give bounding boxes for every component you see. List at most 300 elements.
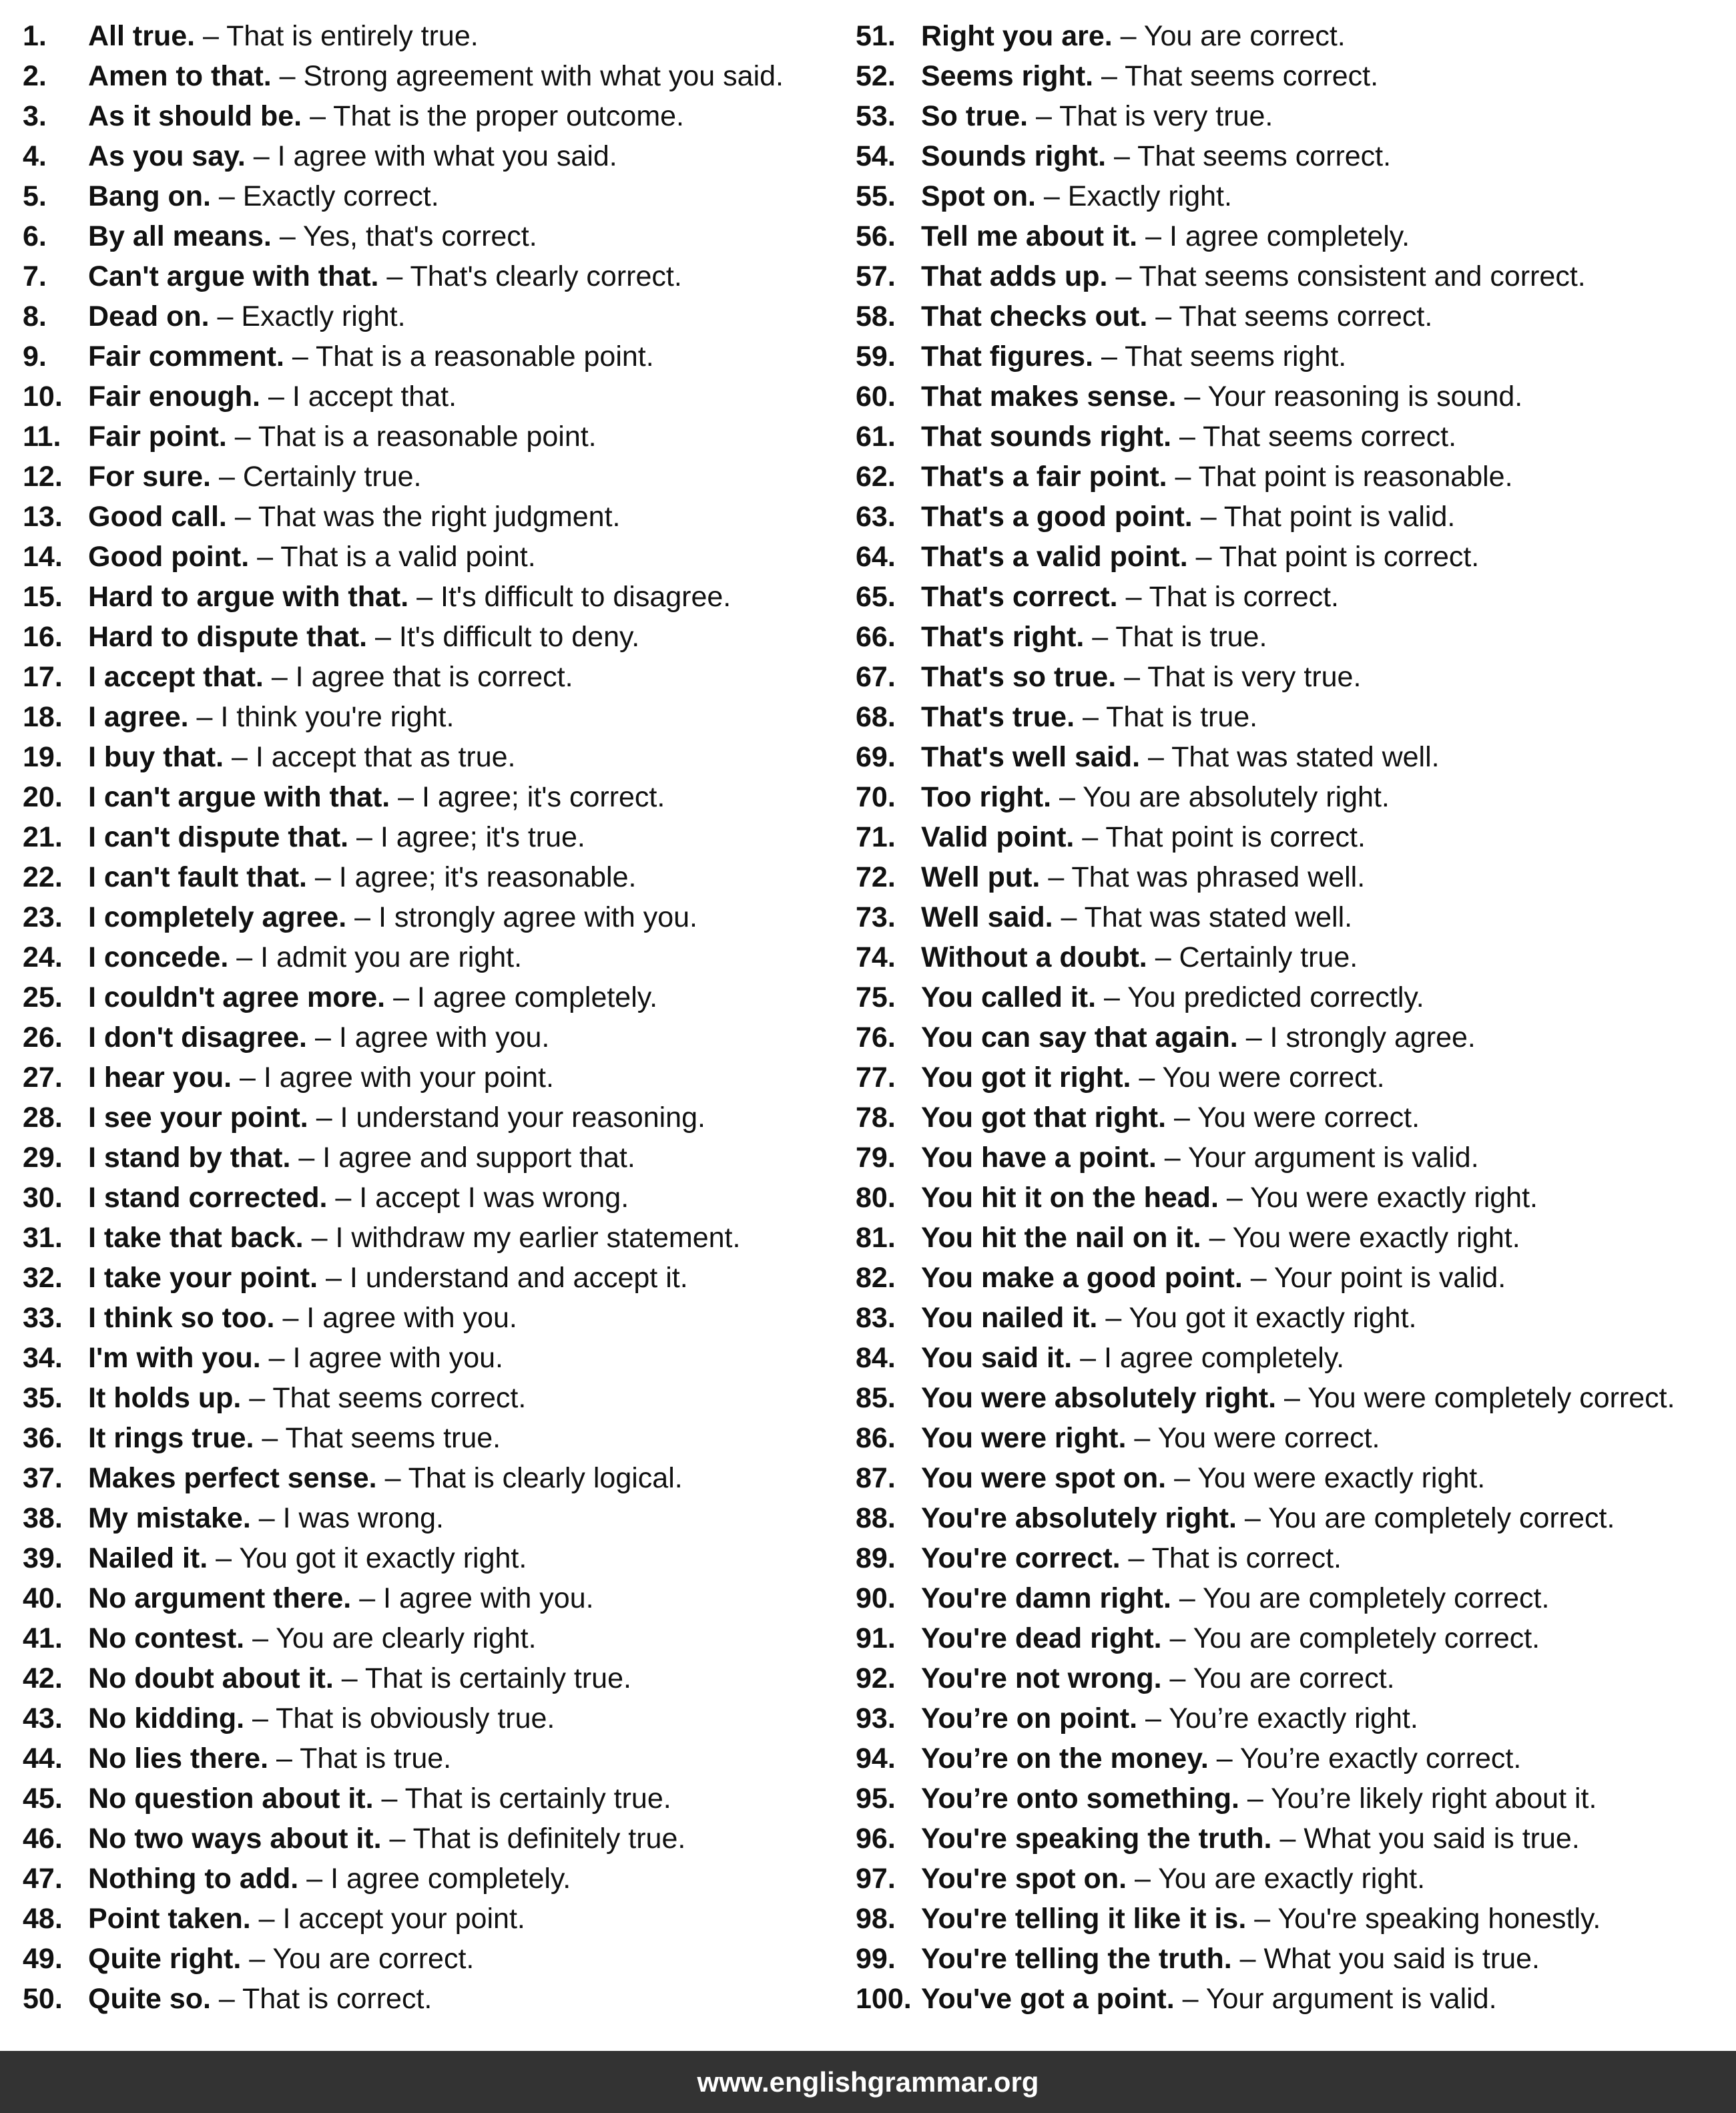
phrase-list-item (856, 1859, 1723, 1899)
phrase-list-item (23, 1738, 844, 1779)
item-meaning: – I withdraw my earlier statement. (311, 1222, 741, 1254)
item-number: 38. (23, 1502, 63, 1534)
item-text (88, 737, 515, 777)
item-phrase: Fair enough. (88, 381, 260, 413)
item-text (88, 417, 597, 457)
item-text (921, 1859, 1425, 1899)
item-phrase: I couldn't agree more. (88, 981, 386, 1013)
phrase-list-item (23, 977, 844, 1017)
item-phrase: That checks out. (921, 300, 1148, 332)
item-meaning: – You’re exactly correct. (1216, 1742, 1522, 1775)
item-number: 82. (856, 1262, 896, 1294)
phrase-list-item (23, 1017, 844, 1058)
item-number: 55. (856, 180, 896, 212)
item-phrase: Sounds right. (921, 140, 1107, 172)
item-number: 21. (23, 821, 63, 853)
item-number: 17. (23, 661, 63, 693)
item-number: 72. (856, 861, 896, 893)
item-phrase: You make a good point. (921, 1262, 1243, 1294)
phrase-list-item (23, 1258, 844, 1298)
item-number: 54. (856, 140, 896, 172)
item-phrase: No contest. (88, 1622, 245, 1654)
phrase-list-item (856, 1378, 1723, 1418)
item-meaning: – That seems correct. (1101, 60, 1379, 92)
phrase-list-item (856, 1819, 1723, 1859)
item-text (921, 1899, 1601, 1939)
item-phrase: That's correct. (921, 581, 1118, 613)
item-text (921, 1578, 1549, 1618)
item-number: 30. (23, 1182, 63, 1214)
phrase-list-item (856, 777, 1723, 817)
item-phrase: Point taken. (88, 1903, 251, 1935)
item-phrase: You're speaking the truth. (921, 1823, 1272, 1855)
item-meaning: – That is true. (276, 1742, 452, 1775)
item-text (88, 857, 636, 897)
item-number: 88. (856, 1502, 896, 1534)
item-text (921, 1538, 1342, 1578)
phrase-list-item (23, 16, 844, 56)
item-number: 41. (23, 1622, 63, 1654)
phrase-list-item (856, 1178, 1723, 1218)
phrase-list-item (23, 1578, 844, 1618)
phrase-list-item (856, 216, 1723, 256)
item-phrase: Good call. (88, 501, 227, 533)
item-phrase: Seems right. (921, 60, 1094, 92)
item-number: 77. (856, 1062, 896, 1094)
item-text (88, 1138, 635, 1178)
item-text (921, 497, 1455, 537)
item-number: 89. (856, 1542, 896, 1574)
item-text (921, 1979, 1497, 2019)
phrase-list-item (856, 1658, 1723, 1698)
item-meaning: – Exactly correct. (218, 180, 439, 212)
item-text (921, 136, 1391, 176)
item-text (88, 216, 537, 256)
phrase-list-item (23, 737, 844, 777)
item-meaning: – That is the proper outcome. (310, 100, 685, 132)
item-text (921, 897, 1352, 937)
item-text (88, 1578, 594, 1618)
item-meaning: – That is a reasonable point. (234, 421, 597, 453)
item-meaning: – That seems right. (1101, 340, 1347, 373)
item-meaning: – Your argument is valid. (1164, 1142, 1479, 1174)
item-number: 26. (23, 1021, 63, 1053)
phrase-list-item (856, 1418, 1723, 1458)
item-meaning: – I agree with your point. (240, 1062, 554, 1094)
item-phrase: No lies there. (88, 1742, 269, 1775)
item-phrase: That's a fair point. (921, 461, 1167, 493)
phrase-list-item (23, 1698, 844, 1738)
item-number: 10. (23, 381, 63, 413)
item-number: 85. (856, 1382, 896, 1414)
item-phrase: Tell me about it. (921, 220, 1138, 252)
item-phrase: Fair comment. (88, 340, 284, 373)
item-meaning: – I accept your point. (258, 1903, 525, 1935)
item-phrase: I'm with you. (88, 1342, 261, 1374)
item-text (921, 1178, 1538, 1218)
phrase-list-item (23, 1779, 844, 1819)
item-meaning: – You are correct. (1120, 20, 1346, 52)
phrase-list-item (856, 1218, 1723, 1258)
phrase-list-item (23, 1418, 844, 1458)
item-phrase: You said it. (921, 1342, 1073, 1374)
phrase-list-item (856, 577, 1723, 617)
item-meaning: – That is certainly true. (341, 1662, 631, 1694)
phrase-list-item (856, 16, 1723, 56)
item-meaning: – Exactly right. (217, 300, 406, 332)
item-number: 13. (23, 501, 63, 533)
item-phrase: No kidding. (88, 1702, 245, 1734)
item-text (88, 897, 697, 937)
item-phrase: That makes sense. (921, 381, 1177, 413)
phrase-list-item (23, 1819, 844, 1859)
phrase-list-item (23, 336, 844, 377)
item-number: 47. (23, 1863, 63, 1895)
item-number: 31. (23, 1222, 63, 1254)
item-text (921, 1658, 1395, 1698)
item-meaning: – That point is reasonable. (1175, 461, 1513, 493)
phrase-list-item (23, 1218, 844, 1258)
item-text (921, 977, 1424, 1017)
item-phrase: I can't argue with that. (88, 781, 390, 813)
item-phrase: Without a doubt. (921, 941, 1147, 973)
item-phrase: Good point. (88, 541, 250, 573)
item-number: 42. (23, 1662, 63, 1694)
phrase-list-item (23, 897, 844, 937)
item-meaning: – That is true. (1083, 701, 1258, 733)
item-phrase: Well put. (921, 861, 1041, 893)
item-text (921, 1338, 1344, 1378)
phrase-list-item (856, 1338, 1723, 1378)
item-text (921, 336, 1346, 377)
item-phrase: I think so too. (88, 1302, 275, 1334)
phrase-list-item (856, 497, 1723, 537)
item-meaning: – I was wrong. (258, 1502, 444, 1534)
item-meaning: – That seems true. (262, 1422, 501, 1454)
item-number: 45. (23, 1783, 63, 1815)
phrase-list-item (856, 1578, 1723, 1618)
phrase-list-item (856, 1098, 1723, 1138)
item-phrase: You got that right. (921, 1102, 1167, 1134)
item-phrase: You're telling the truth. (921, 1943, 1232, 1975)
phrase-list-item (23, 537, 844, 577)
phrase-list-item (856, 1979, 1723, 2019)
item-number: 33. (23, 1302, 63, 1334)
item-meaning: – I agree completely. (1080, 1342, 1345, 1374)
item-number: 99. (856, 1943, 896, 1975)
item-meaning: – Certainly true. (1155, 941, 1358, 973)
phrase-list-item (23, 216, 844, 256)
item-text (921, 537, 1479, 577)
item-number: 11. (23, 421, 61, 453)
item-number: 50. (23, 1983, 63, 2015)
phrase-list-item (23, 176, 844, 216)
phrase-list-item (856, 1738, 1723, 1779)
item-meaning: – I agree; it's correct. (398, 781, 665, 813)
item-phrase: You’re on the money. (921, 1742, 1209, 1775)
item-phrase: I accept that. (88, 661, 264, 693)
phrase-list-item (23, 657, 844, 697)
item-text (921, 1218, 1520, 1258)
right-column-list (856, 16, 1723, 2019)
item-text (88, 1258, 688, 1298)
item-phrase: No question about it. (88, 1783, 374, 1815)
item-phrase: Nailed it. (88, 1542, 208, 1574)
phrase-list-item (23, 96, 844, 136)
item-meaning: – I strongly agree with you. (354, 901, 698, 933)
item-phrase: For sure. (88, 461, 211, 493)
item-phrase: You got it right. (921, 1062, 1131, 1094)
item-meaning: – You are clearly right. (252, 1622, 537, 1654)
item-number: 6. (23, 220, 47, 252)
item-text (88, 1658, 631, 1698)
phrase-list-item (23, 777, 844, 817)
item-number: 81. (856, 1222, 896, 1254)
item-phrase: By all means. (88, 220, 272, 252)
item-text (88, 1538, 527, 1578)
item-text (88, 697, 454, 737)
item-meaning: – You’re exactly right. (1145, 1702, 1418, 1734)
item-number: 96. (856, 1823, 896, 1855)
item-text (88, 136, 617, 176)
phrase-list-item (856, 1538, 1723, 1578)
item-number: 12. (23, 461, 63, 493)
item-meaning: – Your reasoning is sound. (1184, 381, 1523, 413)
item-number: 79. (856, 1142, 896, 1174)
item-number: 84. (856, 1342, 896, 1374)
item-text (921, 377, 1522, 417)
item-text (88, 1779, 671, 1819)
item-meaning: – That was phrased well. (1048, 861, 1366, 893)
item-phrase: No two ways about it. (88, 1823, 382, 1855)
item-meaning: – That is clearly logical. (384, 1462, 683, 1494)
item-number: 61. (856, 421, 896, 453)
item-text (921, 697, 1257, 737)
item-text (921, 256, 1586, 296)
item-text (921, 1058, 1385, 1098)
item-number: 19. (23, 741, 63, 773)
item-meaning: – You were exactly right. (1174, 1462, 1486, 1494)
item-meaning: – That is entirely true. (203, 20, 479, 52)
item-phrase: All true. (88, 20, 196, 52)
item-number: 97. (856, 1863, 896, 1895)
item-text (88, 937, 522, 977)
item-number: 68. (856, 701, 896, 733)
item-number: 83. (856, 1302, 896, 1334)
item-text (88, 1058, 554, 1098)
item-text (921, 817, 1366, 857)
item-meaning: – You are completely correct. (1244, 1502, 1615, 1534)
item-text (921, 617, 1267, 657)
item-number: 27. (23, 1062, 63, 1094)
item-phrase: I can't fault that. (88, 861, 307, 893)
phrase-list-item (856, 336, 1723, 377)
item-text (88, 1378, 526, 1418)
item-number: 1. (23, 20, 47, 52)
item-text (88, 1939, 474, 1979)
item-meaning: – That was the right judgment. (234, 501, 621, 533)
item-text (921, 1698, 1418, 1738)
item-meaning: – I accept that as true. (232, 741, 516, 773)
item-text (88, 577, 731, 617)
item-phrase: You were right. (921, 1422, 1127, 1454)
item-phrase: You're absolutely right. (921, 1502, 1237, 1534)
phrase-list-item (23, 1498, 844, 1538)
phrase-list-item (856, 1058, 1723, 1098)
item-text (921, 1738, 1521, 1779)
item-number: 63. (856, 501, 896, 533)
item-text (921, 1939, 1540, 1979)
item-meaning: – I think you're right. (196, 701, 455, 733)
item-phrase: You're spot on. (921, 1863, 1127, 1895)
item-number: 100. (856, 1983, 912, 2015)
item-text (88, 96, 684, 136)
item-meaning: – You're speaking honestly. (1254, 1903, 1601, 1935)
item-meaning: – You were correct. (1139, 1062, 1385, 1094)
item-number: 15. (23, 581, 63, 613)
item-meaning: – I agree with what you said. (253, 140, 617, 172)
item-text (921, 457, 1513, 497)
phrase-list-item (23, 1458, 844, 1498)
item-text (88, 1899, 525, 1939)
item-meaning: – You were exactly right. (1226, 1182, 1538, 1214)
item-number: 43. (23, 1702, 63, 1734)
item-number: 66. (856, 621, 896, 653)
item-number: 95. (856, 1783, 896, 1815)
item-text (921, 1017, 1476, 1058)
item-phrase: That's a good point. (921, 501, 1193, 533)
item-phrase: I take your point. (88, 1262, 318, 1294)
item-number: 34. (23, 1342, 63, 1374)
phrase-list-item (23, 1658, 844, 1698)
item-number: 52. (856, 60, 896, 92)
phrase-list-item (23, 937, 844, 977)
phrase-list-item (856, 256, 1723, 296)
item-text (921, 657, 1361, 697)
item-text (88, 777, 665, 817)
item-meaning: – That seems correct. (1179, 421, 1457, 453)
phrase-list-item (23, 617, 844, 657)
item-meaning: – I admit you are right. (236, 941, 523, 973)
item-meaning: – I agree with you. (359, 1582, 594, 1614)
item-meaning: – That is a valid point. (257, 541, 536, 573)
item-phrase: Well said. (921, 901, 1053, 933)
item-text (88, 1218, 740, 1258)
phrase-list-item (23, 256, 844, 296)
item-text (921, 737, 1440, 777)
phrase-list-item (856, 977, 1723, 1017)
phrase-list-item (856, 1458, 1723, 1498)
item-phrase: You can say that again. (921, 1021, 1238, 1053)
phrase-list-item (23, 857, 844, 897)
item-meaning: – I accept I was wrong. (335, 1182, 629, 1214)
phrase-list-item (23, 1298, 844, 1338)
item-meaning: – You got it exactly right. (1105, 1302, 1417, 1334)
item-phrase: You hit it on the head. (921, 1182, 1219, 1214)
item-meaning: – You’re likely right about it. (1247, 1783, 1597, 1815)
item-meaning: – You predicted correctly. (1103, 981, 1424, 1013)
item-meaning: – Your argument is valid. (1182, 1983, 1497, 2015)
item-number: 44. (23, 1742, 63, 1775)
item-phrase: So true. (921, 100, 1029, 132)
item-number: 7. (23, 260, 47, 292)
item-phrase: As you say. (88, 140, 246, 172)
item-text (88, 617, 639, 657)
item-meaning: – Certainly true. (218, 461, 422, 493)
phrase-list-item (23, 417, 844, 457)
item-number: 56. (856, 220, 896, 252)
item-number: 48. (23, 1903, 63, 1935)
item-meaning: – I agree completely. (1145, 220, 1410, 252)
phrase-list-item (23, 817, 844, 857)
item-number: 59. (856, 340, 896, 373)
phrase-list-item (856, 1779, 1723, 1819)
item-text (88, 176, 439, 216)
left-column-list (23, 16, 844, 2019)
phrase-list-item (856, 1498, 1723, 1538)
phrase-list-item (856, 537, 1723, 577)
phrase-list-item (23, 1618, 844, 1658)
item-number: 32. (23, 1262, 63, 1294)
item-number: 62. (856, 461, 896, 493)
phrase-list-item (856, 377, 1723, 417)
item-number: 36. (23, 1422, 63, 1454)
phrase-list-item (856, 96, 1723, 136)
item-text (921, 296, 1432, 336)
phrase-list-item (856, 417, 1723, 457)
item-text (88, 1618, 537, 1658)
item-text (921, 1819, 1580, 1859)
item-number: 49. (23, 1943, 63, 1975)
item-meaning: – I agree; it's reasonable. (314, 861, 637, 893)
item-number: 18. (23, 701, 63, 733)
item-text (921, 1098, 1420, 1138)
item-meaning: – That seems correct. (249, 1382, 527, 1414)
item-meaning: – I agree completely. (393, 981, 658, 1013)
item-phrase: I don't disagree. (88, 1021, 308, 1053)
phrase-list-item (23, 1859, 844, 1899)
item-meaning: – You are completely correct. (1179, 1582, 1550, 1614)
phrase-list-item (856, 296, 1723, 336)
item-meaning: – That seems correct. (1155, 300, 1433, 332)
phrase-list-item (23, 457, 844, 497)
item-meaning: – That was stated well. (1148, 741, 1440, 773)
item-text (88, 56, 784, 96)
item-meaning: – That is definitely true. (389, 1823, 686, 1855)
item-number: 8. (23, 300, 47, 332)
item-phrase: Quite right. (88, 1943, 242, 1975)
item-meaning: – I agree with you. (282, 1302, 517, 1334)
item-meaning: – Strong agreement with what you said. (279, 60, 784, 92)
item-meaning: – That seems correct. (1114, 140, 1392, 172)
phrase-list-item (856, 1618, 1723, 1658)
item-text (88, 1017, 549, 1058)
item-number: 24. (23, 941, 63, 973)
item-text (88, 1698, 555, 1738)
item-number: 86. (856, 1422, 896, 1454)
item-text (88, 657, 573, 697)
item-text (88, 457, 421, 497)
item-number: 70. (856, 781, 896, 813)
footer-bar (0, 2051, 1736, 2113)
item-text (88, 336, 654, 377)
item-text (88, 1738, 451, 1779)
item-number: 20. (23, 781, 63, 813)
item-meaning: – That was stated well. (1061, 901, 1353, 933)
phrase-list-item (856, 897, 1723, 937)
item-text (921, 1298, 1416, 1338)
phrase-list-item (856, 817, 1723, 857)
